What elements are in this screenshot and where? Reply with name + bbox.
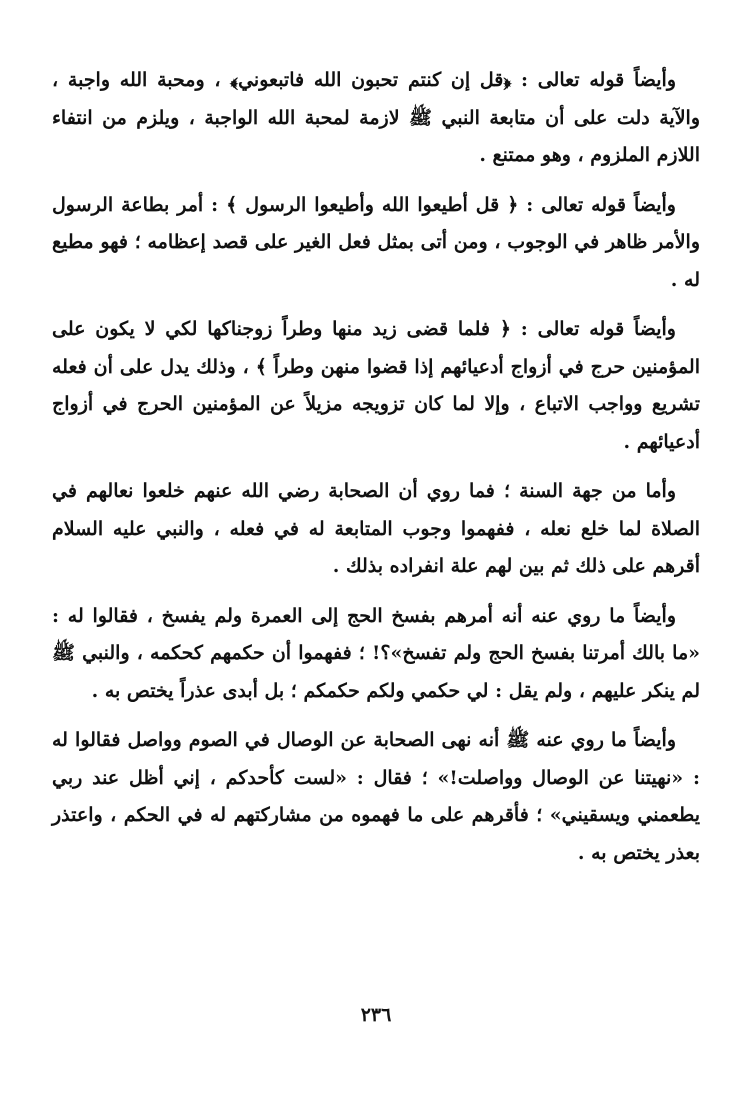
- paragraph-love-of-allah-verse: وأيضاً قوله تعالى : ﴿قل إن كنتم تحبون الله فاتبعوني﴾ ، ومحبة الله واجبة ، والآية دلت على أن متابعة النبي ﷺ لازمة لمحبة الله الواجبة ، ويلزم من انتفاء اللازم الملزوم ، وهو ممتنع .: [52, 69, 700, 166]
- page-body: [52, 62, 700, 884]
- paragraph-zayd-verse: وأيضاً قوله تعالى : ﴿ فلما قضى زيد منها وطراً زوجناكها لكي لا يكون على المؤمنين حرج في أزواج أدعيائهم إذا قضوا منهن وطراً ﴾ ، وذلك يدل على أن فعله تشريع وواجب الاتباع ، وإلا لما كان تزويجه مزيلاً عن المؤمنين الحرج في أزواج أدعيائهم .: [52, 318, 700, 453]
- page-number: ٢٣٦: [360, 1004, 392, 1026]
- paragraph-sandals-hadith: وأما من جهة السنة ؛ فما روي أن الصحابة رضي الله عنهم خلعوا نعالهم في الصلاة لما خلع نعله ، ففهموا وجوب المتابعة له في فعله ، والنبي عليه السلام أقرهم على ذلك ثم بين لهم علة انفراده بذلك .: [52, 480, 701, 577]
- paragraph-continuous-fasting-hadith: وأيضاً ما روي عنه ﷺ أنه نهى الصحابة عن الوصال في الصوم وواصل فقالوا له : «نهيتنا عن الوصال وواصلت!» ؛ فقال : «لست كأحدكم ، إني أظل عند ربي يطعمني ويسقيني» ؛ فأقرهم على ما فهموه من مشاركتهم له في الحكم ، واعتذر بعذر يختص به .: [52, 729, 700, 864]
- paragraph-hajj-annulment-hadith: وأيضاً ما روي عنه أنه أمرهم بفسخ الحج إلى العمرة ولم يفسخ ، فقالوا له : «ما بالك أمرتنا بفسخ الحج ولم تفسخ»؟! ؛ ففهموا أن حكمهم كحكمه ، والنبي ﷺ لم ينكر عليهم ، ولم يقل : لي حكمي ولكم حكمكم ؛ بل أبدى عذراً يختص به .: [52, 604, 700, 702]
- paragraph-obey-messenger-verse: وأيضاً قوله تعالى : ﴿ قل أطيعوا الله وأطيعوا الرسول ﴾ : أمر بطاعة الرسول والأمر ظاهر في الوجوب ، ومن أتى بمثل فعل الغير على قصد إعظامه ؛ فهو مطيع له .: [52, 193, 700, 291]
